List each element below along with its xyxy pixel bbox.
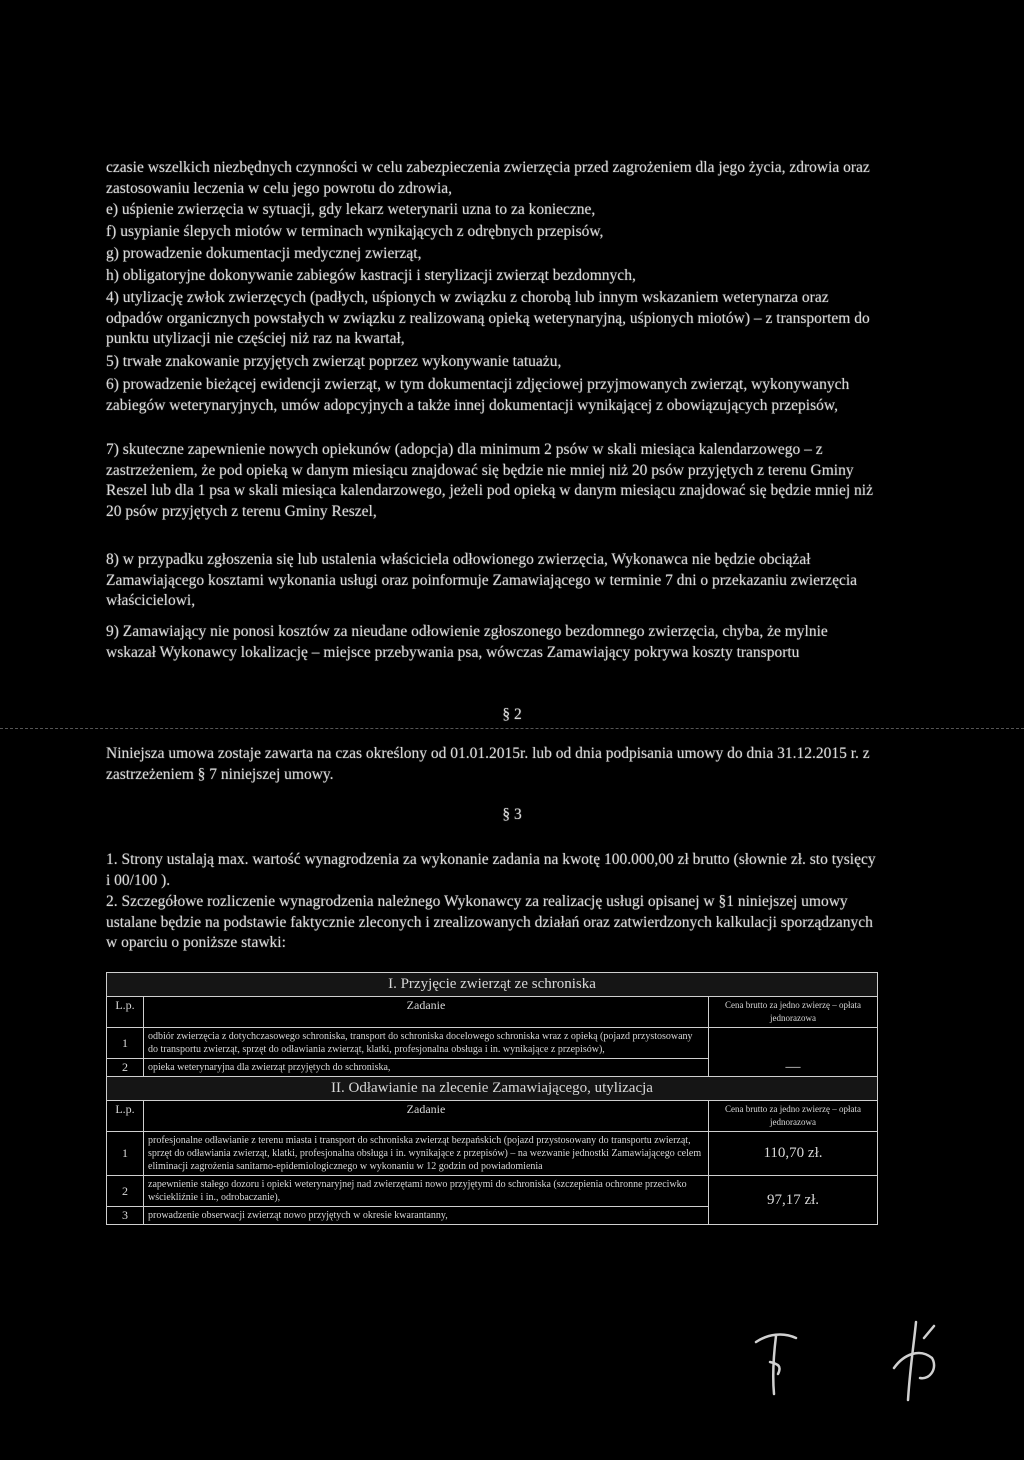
row-price: 97,17 zł. — [709, 1176, 878, 1225]
table-section-2-title: II. Odławianie na zlecenie Zamawiającego, utylizacja — [107, 1077, 878, 1101]
item-7: 7) skuteczne zapewnienie nowych opiekunów (adopcja) dla minimum 2 psów w skali miesiąca kalendarzowego – z zastrzeżeniem, że pod opieką w danym miesiącu znajdować się będzie nie mniej niż 20 psów przyjętych z terenu Gminy Reszel lub dla 1 psa w skali miesiąca kalendarzowego, jeżeli pod opieką w danym miesiącu znajdować się będzie mniej niż 20 psów przyjętych z terenu Gminy Reszel, — [106, 441, 873, 520]
item-h: h) obligatoryjne dokonywanie zabiegów kastracji i sterylizacji zwierząt bezdomnych, — [106, 267, 636, 284]
row-task: profesjonalne odławianie z terenu miasta i transport do schroniska zwierząt bezpańskich (pojazd przystosowany do transportu zwierząt, sprzęt do odławiania zwierząt, klatki, profesjonalna obsługa i in. wynikające z przepisów) – na wezwanie jednostki Zamawiającego celem eliminacji zagrożenia sanitarno-epidemiologicznego w wykonaniu w 12 godzin od powiadomienia — [144, 1132, 709, 1176]
col-task-header: Zadanie — [144, 997, 709, 1028]
section-2-text: Niniejsza umowa zostaje zawarta na czas określony od 01.01.2015r. lub od dnia podpisania umowy do dnia 31.12.2015 r. z zastrzeżeniem § 7 niniejszej umowy. — [106, 745, 870, 783]
row-task: odbiór zwierzęcia z dotychczasowego schroniska, transport do schroniska docelowego schroniska wraz z opieką (pojazd przystosowany do transportu zwierząt, sprzęt do odławiania zwierząt, klatki, profesjonalna obsługa i in. wynikające z przepisów), — [144, 1028, 709, 1059]
row-task: zapewnienie stałego dozoru i opieki weterynaryjnej nad zwierzętami nowo przyjętymi do schroniska (szczepienia ochronne przeciwko wściekliźnie i in., odrobaczanie), — [144, 1176, 709, 1207]
section-3-point-2: 2. Szczegółowe rozliczenie wynagrodzenia należnego Wykonawcy za realizację usługi opisanej w §1 niniejszej umowy ustalane będzie na podstawie faktycznie zleconych i zrealizowanych działań oraz zatwierdzonych kalkulacji sporządzanych w oparciu o poniższe stawki: — [106, 893, 873, 951]
section-3-heading: § 3 — [502, 806, 522, 823]
item-5: 5) trwałe znakowanie przyjętych zwierząt poprzez wykonywanie tatuażu, — [106, 353, 562, 370]
col-task-header: Zadanie — [144, 1101, 709, 1132]
section-3-point-1: 1. Strony ustalają max. wartość wynagrodzenia za wykonanie zadania na kwotę 100.000,00 zł brutto (słownie zł. sto tysięcy i 00/100 ). — [106, 851, 876, 889]
item-f: f) usypianie ślepych miotów w terminach wynikających z odrębnych przepisów, — [106, 223, 604, 240]
row-task: opieka weterynaryjna dla zwierząt przyjętych do schroniska, — [144, 1059, 709, 1077]
col-price-header: Cena brutto za jedno zwierzę – opłata jednorazowa — [709, 997, 878, 1028]
item-g: g) prowadzenie dokumentacji medycznej zwierząt, — [106, 245, 422, 262]
table-section-1-title: I. Przyjęcie zwierząt ze schroniska — [107, 973, 878, 997]
paragraph-intro: czasie wszelkich niezbędnych czynności w celu zabezpieczenia zwierzęcia przed zagrożeniem dla jego życia, zdrowia oraz zastosowaniu leczenia w celu jego powrotu do zdrowia, — [106, 159, 870, 197]
col-price-header: Cena brutto za jedno zwierzę – opłata jednorazowa — [709, 1101, 878, 1132]
item-9: 9) Zamawiający nie ponosi kosztów za nieudane odłowienie zgłoszonego bezdomnego zwierzęcia, chyba, że mylnie wskazał Wykonawcy lokalizację – miejsce przebywania psa, wówczas Zamawiający pokrywa koszty transportu — [106, 623, 828, 661]
initials-signature-2 — [880, 1318, 950, 1408]
initials-signature-1 — [748, 1322, 808, 1402]
col-lp-header: L.p. — [107, 1101, 144, 1132]
table-row — [107, 1028, 878, 1059]
row-lp: 2 — [107, 1176, 144, 1207]
row-lp: 1 — [107, 1132, 144, 1176]
section-2-heading: § 2 — [502, 706, 522, 723]
col-lp-header: L.p. — [107, 997, 144, 1028]
item-8: 8) w przypadku zgłoszenia się lub ustalenia właściciela odłowionego zwierzęcia, Wykonawca nie będzie obciążał Zamawiającego kosztami wykonania usługi oraz poinformuje Zamawiającego w terminie 7 dni o przekazaniu zwierzęcia właścicielowi, — [106, 551, 858, 609]
item-4: 4) utylizację zwłok zwierzęcych (padłych, uśpionych w związku z chorobą lub innym wskazaniem weterynarza oraz odpadów organicznych powstałych w związku z realizowaną opieką weterynaryjną, uśpionych miotów) – z transportem do punktu utylizacji nie częściej niż raz na kwartał, — [106, 289, 870, 347]
row-price: — — [709, 1028, 878, 1077]
table-row — [107, 1176, 878, 1207]
row-task: prowadzenie obserwacji zwierząt nowo przyjętych w okresie kwarantanny, — [144, 1207, 709, 1225]
item-6: 6) prowadzenie bieżącej ewidencji zwierząt, w tym dokumentacji zdjęciowej przyjmowanych zwierząt, wykonywanych zabiegów weterynaryjnych, umów adopcyjnych a także innej dokumentacji wynikającej z obowiązujących przepisów, — [106, 376, 850, 414]
table-row — [107, 1132, 878, 1176]
scan-artifact-line — [0, 728, 1024, 729]
rates-table — [106, 972, 878, 1225]
row-lp: 1 — [107, 1028, 144, 1059]
item-e: e) uśpienie zwierzęcia w sytuacji, gdy lekarz weterynarii uzna to za konieczne, — [106, 201, 596, 218]
row-price: 110,70 zł. — [709, 1132, 878, 1176]
row-lp: 3 — [107, 1207, 144, 1225]
row-lp: 2 — [107, 1059, 144, 1077]
